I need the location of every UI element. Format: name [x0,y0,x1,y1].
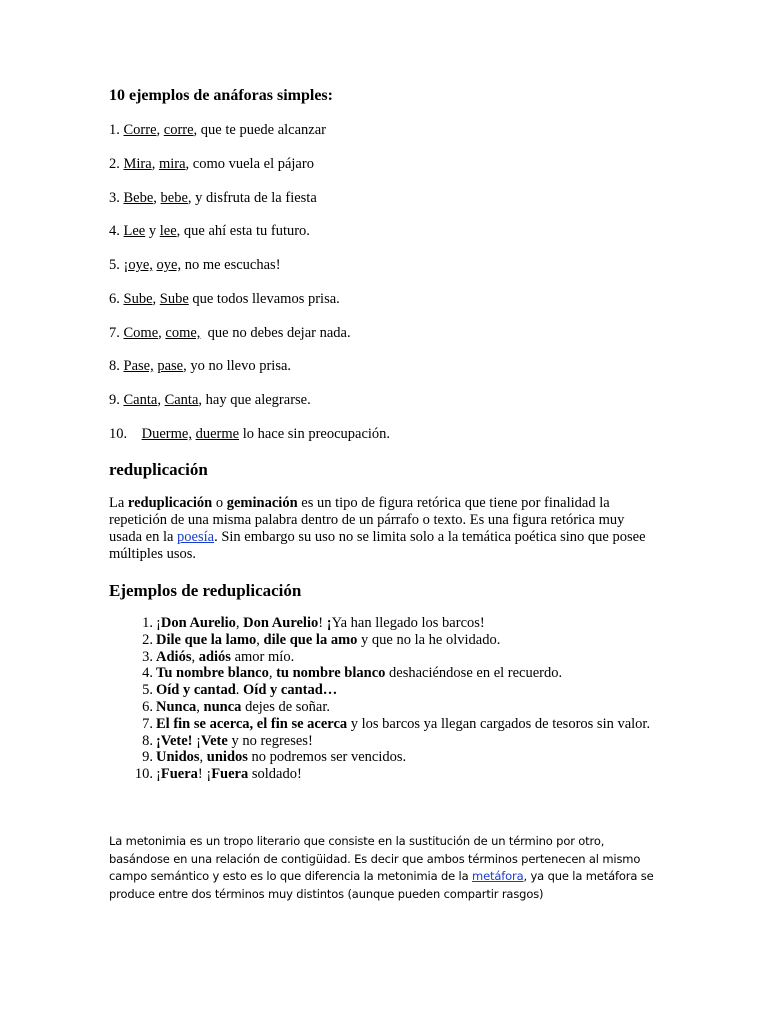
ejemplo-text: dejes de soñar. [241,698,331,715]
ejemplo-bold-text: unidos [206,749,248,766]
anafora-rest: lo hace sin preocupación. [239,426,391,442]
metafora-link[interactable]: metáfora [472,869,524,883]
ejemplo-bold-text: Oíd y cantad… [243,682,338,699]
para-text-la: La [109,495,128,511]
ejemplo-text: ¡ [192,732,201,749]
anafora-word-1: Pase, [123,358,154,374]
anafora-number: 9. [109,392,120,408]
anafora-rest: que no debes dejar nada. [200,325,351,341]
ejemplo-number: 5. [142,682,153,699]
anafora-word-2: lee [159,223,177,239]
ejemplo-text: , [256,631,264,648]
poesia-link[interactable]: poesía [177,529,215,545]
anafora-number: 6. [109,291,120,307]
ejemplo-bold-text: El fin se acerca, el fin se acerca [156,715,348,732]
ejemplo-item [109,632,669,649]
ejemplo-text: ¡ [156,615,161,631]
anaforas-title: 10 ejemplos de anáforas simples: [109,87,333,104]
anafora-rest: que todos llevamos prisa. [188,291,340,307]
term-geminacion: geminación [226,495,298,511]
anafora-item [109,357,291,375]
ejemplo-bold-text: Fuera [160,766,198,783]
anafora-item [109,324,351,342]
anafora-item [109,121,326,139]
anafora-separator: , [156,122,164,138]
anafora-separator: , [158,325,166,341]
anafora-number: 10. [109,426,128,442]
anafora-word-1: Come [123,325,159,341]
anafora-separator: y [145,223,160,239]
ejemplo-text: ¡ [156,766,161,783]
ejemplo-number: 2. [142,631,153,648]
ejemplo-text: y no regreses! [227,732,313,749]
ejemplos-list [109,615,669,783]
ejemplo-bold-text: Oíd y cantad [156,682,236,699]
anafora-word-2: Canta [164,392,199,408]
ejemplo-item [109,766,669,783]
anafora-separator: , [157,392,165,408]
anafora-number: 2. [109,156,120,172]
anafora-word-1: Sube [123,291,153,307]
ejemplo-number: 3. [142,648,153,665]
anafora-item [109,391,311,409]
para-text-1: es un tipo de figura retórica que tiene por finalidad la repetición de una misma palabra dentro de un párrafo o texto. Es una figura retórica muy usada en la [109,495,625,545]
ejemplo-bold-text: nunca [203,698,242,715]
para-text-2: . Sin embargo su uso no se limita solo a la temática poética sino que posee múltiples usos. [109,529,646,562]
anafora-number: 7. [109,325,120,341]
ejemplo-text: no podremos ser vencidos. [247,749,407,766]
ejemplo-bold-text: tu nombre blanco [276,665,386,682]
ejemplo-bold-text: ¡ [326,615,332,631]
ejemplo-text: y los barcos ya llegan cargados de tesoros sin valor. [347,715,651,732]
reduplicacion-heading: reduplicación [109,460,208,479]
metonimia-paragraph [109,833,659,903]
anafora-number: 1. [109,122,120,138]
anafora-number: 8. [109,358,120,374]
anafora-rest: , yo no llevo prisa. [183,358,292,374]
ejemplo-item [109,716,669,733]
ejemplo-number: 9. [142,749,153,766]
anafora-rest: , hay que alegrarse. [198,392,311,408]
ejemplo-text: amor mío. [230,648,295,665]
anafora-rest: , que te puede alcanzar [193,122,326,138]
anafora-item [109,189,317,207]
ejemplo-bold-text: Dile que la lamo [156,631,257,648]
anafora-item [109,222,310,240]
ejemplo-number: 6. [142,698,153,715]
anafora-item [109,425,390,443]
anafora-word-2: oye, [156,257,182,273]
anafora-item [109,290,340,308]
anafora-word-1: Duerme, [141,426,192,442]
ejemplo-bold-text: Unidos [156,749,200,766]
ejemplo-number: 8. [142,732,153,749]
ejemplo-text: Ya han llegado los barcos! [331,615,485,631]
ejemplo-number: 4. [142,665,153,682]
anafora-separator: , [151,156,159,172]
ejemplo-text: , [199,749,207,766]
anafora-word-2: mira [158,156,186,172]
ejemplos-heading: Ejemplos de reduplicación [109,581,302,600]
ejemplo-bold-text: Fuera [211,766,249,783]
anafora-word-1: ¡oye, [123,257,153,273]
anafora-word-1: Mira [123,156,152,172]
ejemplo-text: deshaciéndose en el recuerdo. [385,665,563,682]
ejemplo-item [109,733,669,750]
ejemplo-bold-text: Don Aurelio [160,615,236,631]
ejemplo-bold-text: Adiós [156,648,192,665]
anafora-separator: , [152,291,160,307]
ejemplo-item [109,615,669,632]
ejemplo-bold-text: Nunca [156,698,197,715]
ejemplo-text: , [268,665,277,682]
metonimia-text-2: , ya que la metáfora se produce entre dos términos muy distintos (aunque pueden compartir rasgos) [109,869,654,901]
ejemplo-item [109,682,669,699]
anafora-word-2: come, [165,325,201,341]
ejemplo-number: 10. [134,766,153,783]
ejemplo-bold-text: adiós [198,648,231,665]
ejemplo-bold-text: Tu nombre blanco [156,665,269,682]
ejemplo-bold-text: Don Aurelio [243,615,319,631]
anafora-item [109,256,281,274]
ejemplo-text: , [235,615,244,631]
ejemplo-text: . [235,682,244,699]
ejemplo-text: soldado! [248,766,302,783]
ejemplo-text: , [191,648,199,665]
anafora-rest: , que ahí esta tu futuro. [176,223,310,239]
term-reduplicacion: reduplicación [127,495,213,511]
ejemplo-text: , [196,698,204,715]
anafora-word-2: bebe [160,190,188,206]
anafora-separator: , [153,190,161,206]
ejemplo-number: 7. [142,715,153,732]
ejemplo-text: ! ¡ [197,766,212,783]
anafora-number: 5. [109,257,120,273]
anafora-rest: , y disfruta de la fiesta [187,190,317,206]
anafora-rest: no me escuchas! [181,257,281,273]
ejemplo-bold-text: dile que la amo [263,631,358,648]
ejemplo-number: 1. [142,615,153,631]
anafora-number: 3. [109,190,120,206]
anafora-word-2: pase [157,358,184,374]
anafora-word-2: corre [163,122,194,138]
anafora-rest: , como vuela el pájaro [185,156,314,172]
reduplicacion-paragraph [109,495,654,563]
metonimia-text-1: La metonimia es un tropo literario que consiste en la sustitución de un término por otro, basándose en una relación de contigüidad. Es decir que ambos términos pertenecen al mismo campo semántico y esto es lo que diferencia la metonimia de la [109,834,641,883]
ejemplo-item [109,749,669,766]
anafora-word-1: Lee [123,223,146,239]
ejemplo-item [109,699,669,716]
ejemplo-bold-text: Vete [200,732,228,749]
anafora-word-1: Bebe [123,190,154,206]
ejemplo-text: ! [318,615,327,631]
ejemplo-item [109,665,669,682]
anafora-word-1: Corre [123,122,157,138]
anafora-number: 4. [109,223,120,239]
ejemplo-item [109,649,669,666]
anafora-item [109,155,314,173]
anafora-word-1: Canta [123,392,158,408]
anafora-word-2: Sube [159,291,189,307]
anafora-word-2: duerme [195,426,240,442]
ejemplo-text: y que no la he olvidado. [357,631,501,648]
para-text-o: o [212,495,227,511]
ejemplo-bold-text: ¡Vete! [156,732,193,749]
